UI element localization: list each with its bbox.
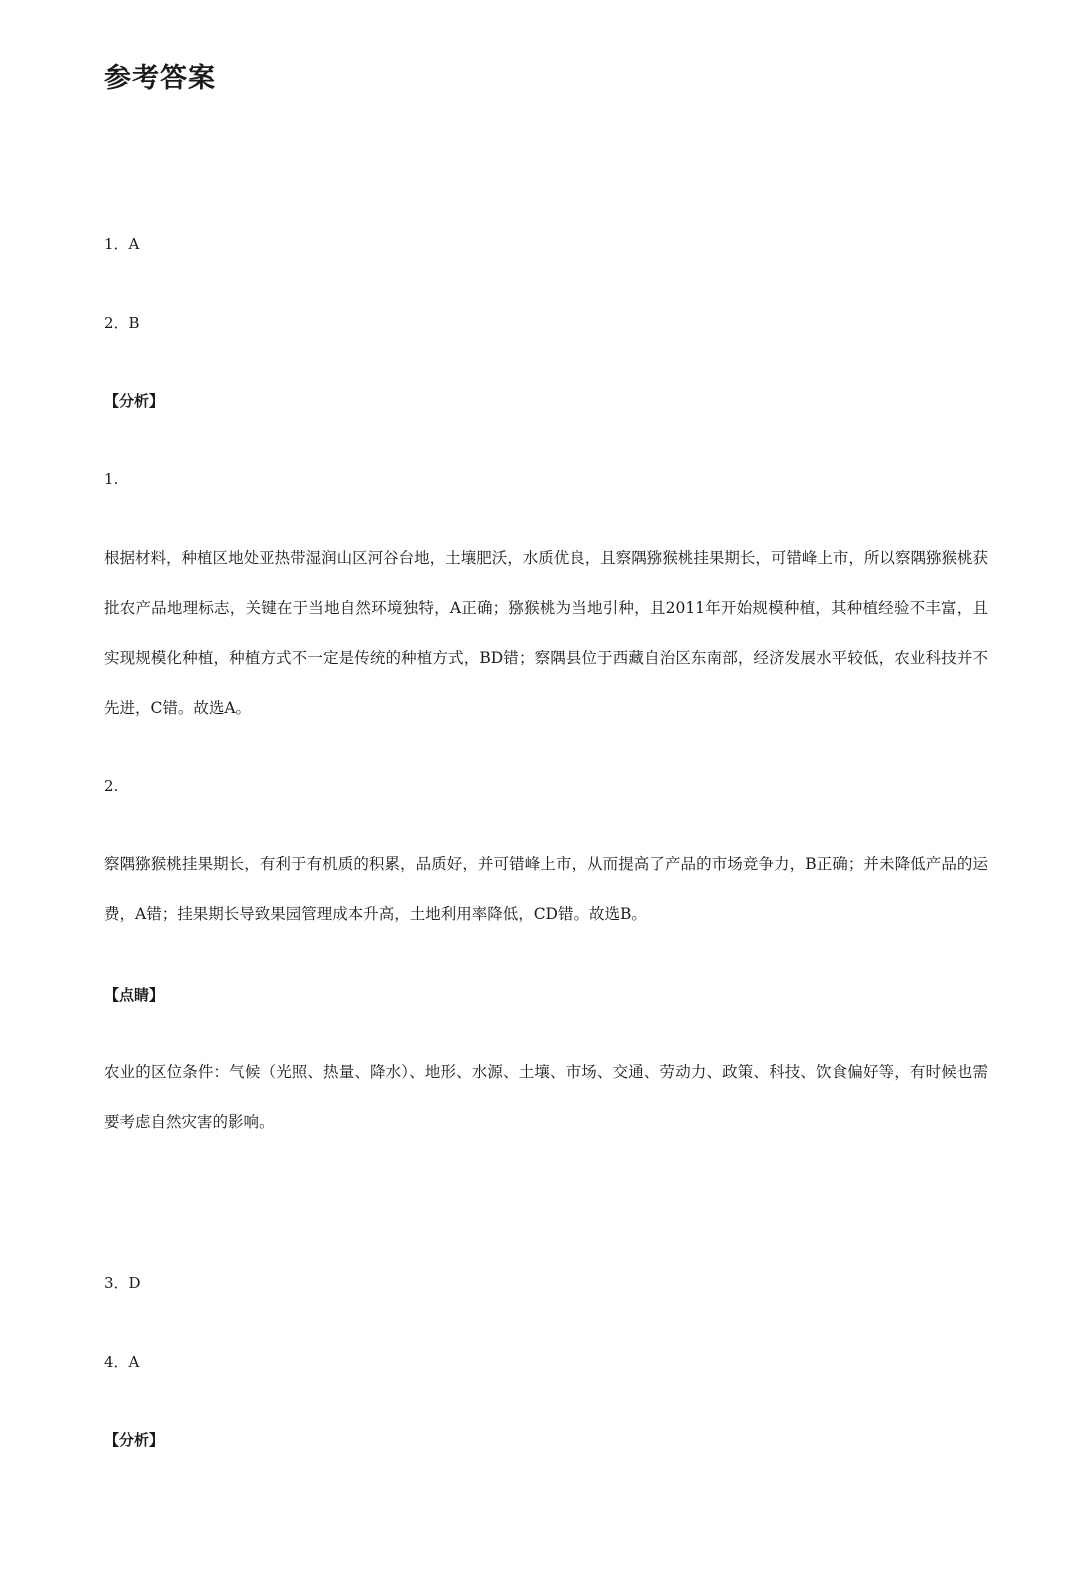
answer-1: 1．A [104,235,140,253]
tip-heading: 【点睛】 [104,986,165,1004]
q1-number: 1. [104,470,119,488]
answer-4: 4．A [104,1353,140,1371]
tip-text: 农业的区位条件：气候（光照、热量、降水）、地形、水源、土壤、市场、交通、劳动力、政策、科技、饮食偏好等，有时候也需要考虑自然灾害的影响。 [104,1063,988,1131]
q2-number: 2. [104,777,119,795]
q1-explanation: 根据材料，种植区地处亚热带湿润山区河谷台地，土壤肥沃，水质优良，且察隅猕猴桃挂果期长，可错峰上市，所以察隅猕猴桃获批农产品地理标志，关键在于当地自然环境独特，A正确；猕猴桃为当地引种，且2011年开始规模种植，其种植经验不丰富，且实现规模化种植，种植方式不一定是传统的种植方式，BD错；察隅县位于西藏自治区东南部，经济发展水平较低，农业科技并不先进，C错。故选A。 [104,549,988,717]
q2-explanation: 察隅猕猴桃挂果期长，有利于有机质的积累，品质好，并可错峰上市，从而提高了产品的市场竞争力，B正确；并未降低产品的运费，A错；挂果期长导致果园管理成本升高，土地利用率降低，CD错。故选B。 [104,855,988,923]
answer-3: 3．D [104,1274,141,1292]
analysis-heading-1: 【分析】 [104,392,165,410]
answer-2: 2．B [104,314,140,332]
page-title: 参考答案 [104,63,216,94]
analysis-heading-2: 【分析】 [104,1431,165,1449]
